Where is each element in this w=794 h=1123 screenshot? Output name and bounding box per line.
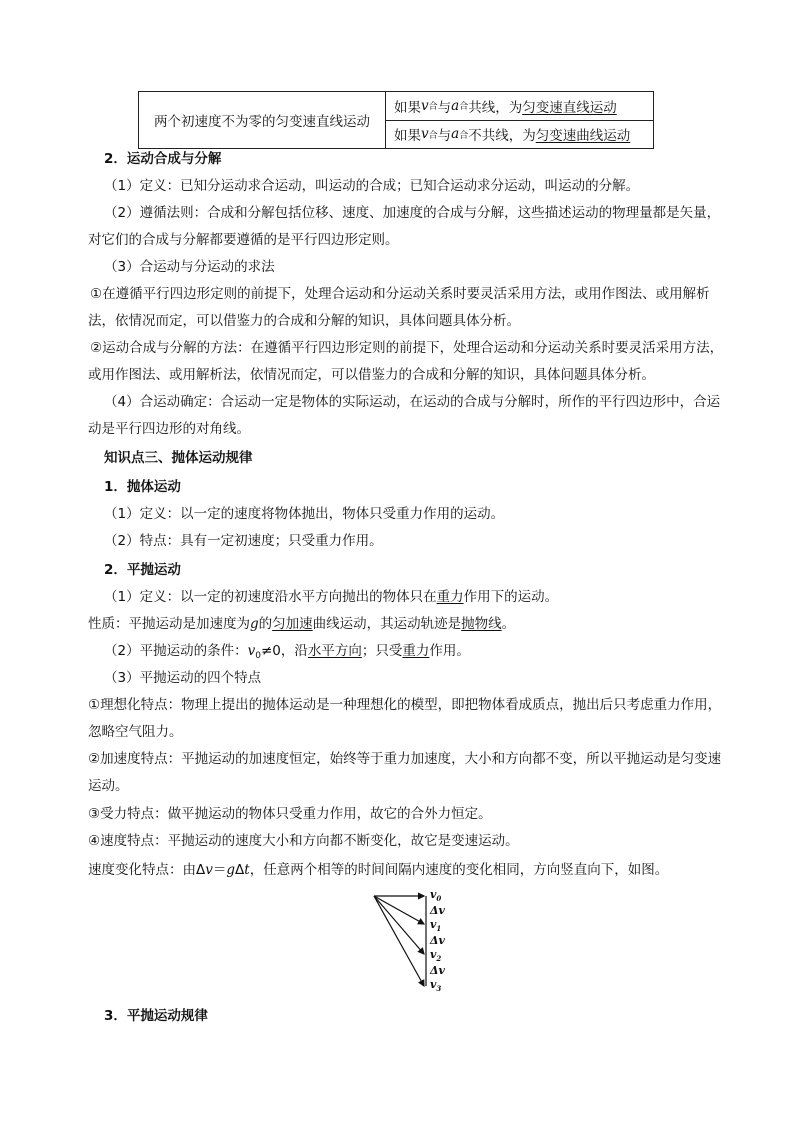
paragraph: （4）合运动确定：合运动一定是物体的实际运动，在运动的合成与分解时，所作的平行四边形中，合运动是平行四边形的对角线。 <box>88 394 721 437</box>
table-right-cell <box>386 92 653 148</box>
text: 作用下的运动。 <box>463 589 559 605</box>
knowledge-point-heading: 知识点三、抛体运动规律 <box>104 450 253 466</box>
text: 不共线，为 <box>468 128 536 145</box>
underlined-term: 重力 <box>402 643 430 659</box>
text: Δ <box>235 862 245 878</box>
paragraph: ②运动合成与分解的方法：在遵循平行四边形定则的前提下，处理合运动和分运动关系时要灵活采用方法，或用作图法、或用解析法，依情况而定，可以借鉴力的合成和分解的知识，具体问题具体分析。 <box>88 340 724 383</box>
subscript: 合 <box>428 130 438 141</box>
label-v3: $v_3$ <box>430 978 442 993</box>
paragraph: （2）遵循法则：合成和分解包括位移、速度、加速度的合成与分解，这些描述运动的物理量都是矢量，对它们的合成与分解都要遵循的是平行四边形定则。 <box>88 205 721 248</box>
paragraph <box>88 857 724 884</box>
text: 。 <box>501 616 516 632</box>
motion-type-table <box>138 91 654 149</box>
paragraph: ④速度特点：平抛运动的速度大小和方向都不断变化，故它是变速运动。 <box>88 833 519 849</box>
text: （2）平抛运动的条件： <box>104 643 248 659</box>
paragraph <box>88 611 724 638</box>
text: 如果 <box>394 99 421 116</box>
label-delta-v: Δv <box>430 964 445 977</box>
symbol-g: g <box>226 862 236 878</box>
paragraph <box>104 584 740 611</box>
text: 与 <box>437 99 452 116</box>
label-delta-v: Δv <box>430 904 445 917</box>
table-left-cell: 两个初速度不为零的匀变速直线运动 <box>139 92 386 148</box>
table-row-collinear <box>386 92 653 120</box>
symbol-v: v <box>247 643 256 659</box>
paragraph: ②加速度特点：平抛运动的加速度恒定，始终等于重力加速度，大小和方向都不变，所以平抛运动是匀变速运动。 <box>88 751 722 794</box>
label-v1: $v_1$ <box>430 918 442 933</box>
text: 与 <box>437 128 452 145</box>
section-heading: 3．平抛运动规律 <box>104 1008 208 1024</box>
section-heading: 1．抛体运动 <box>104 479 181 495</box>
label-delta-v: Δv <box>430 934 445 947</box>
symbol-t: t <box>244 862 250 878</box>
symbol-a: a <box>451 97 460 114</box>
velocity-change-diagram <box>368 888 458 998</box>
symbol-v: v <box>205 862 213 878</box>
table-row-noncollinear <box>386 120 653 149</box>
paragraph: （1）定义：已知分运动求合运动，叫运动的合成；已知合运动求分运动，叫运动的分解。 <box>104 178 640 194</box>
text: ＝ <box>212 862 227 878</box>
text: 共线，为 <box>468 99 523 116</box>
text: ，任意两个相等的时间间隔内速度的变化相同，方向竖直向下，如图。 <box>249 862 669 878</box>
paragraph: （3）合运动与分运动的求法 <box>104 259 275 275</box>
text: ；只受 <box>361 643 403 659</box>
section-heading: 2．运动合成与分解 <box>104 151 222 167</box>
symbol-g: g <box>250 616 259 632</box>
section-heading: 2．平抛运动 <box>104 562 181 578</box>
subscript: 合 <box>459 130 469 141</box>
text: ≠0，沿 <box>260 643 308 659</box>
underlined-term: 重力 <box>436 589 464 605</box>
underlined-term: 匀变速直线运动 <box>522 99 617 116</box>
text: 曲线运动，其运动轨迹是 <box>312 616 462 632</box>
underlined-term: 水平方向 <box>307 643 362 659</box>
subscript: 合 <box>428 102 438 113</box>
underlined-term: 抛物线 <box>461 616 502 632</box>
v2-arrow <box>374 896 424 954</box>
subscript: 0 <box>255 651 261 661</box>
text: 速度变化特点：由Δ <box>88 862 206 878</box>
paragraph: ①在遵循平行四边形定则的前提下，处理合运动和分运动关系时要灵活采用方法，或用作图法、或用解析法，依情况而定，可以借鉴力的合成和分解的知识，具体问题具体分析。 <box>88 286 710 329</box>
underlined-term: 匀加速 <box>272 616 313 632</box>
paragraph: ①理想化特点：物理上提出的抛体运动是一种理想化的模型，即把物体看成质点，抛出后只考虑重力作用，忽略空气阻力。 <box>88 697 722 740</box>
paragraph: ③受力特点：做平抛运动的物体只受重力作用，故它的合外力恒定。 <box>88 806 492 822</box>
text: 性质：平抛运动是加速度为 <box>88 616 250 632</box>
paragraph: （1）定义：以一定的速度将物体抛出，物体只受重力作用的运动。 <box>104 506 505 522</box>
underlined-term: 匀变速曲线运动 <box>535 128 631 145</box>
text: 作用。 <box>429 643 470 659</box>
paragraph: （3）平抛运动的四个特点 <box>104 670 262 686</box>
symbol-v: v <box>421 97 429 114</box>
label-v2: $v_2$ <box>430 948 442 963</box>
paragraph: （2）特点：具有一定初速度；只受重力作用。 <box>104 533 383 549</box>
subscript: 合 <box>459 102 469 113</box>
label-v0: $v_0$ <box>430 888 442 903</box>
text: （1）定义：以一定的初速度沿水平方向抛出的物体只在 <box>104 589 437 605</box>
symbol-v: v <box>421 126 429 143</box>
text: 的 <box>258 616 273 632</box>
text: 如果 <box>394 128 421 145</box>
symbol-a: a <box>451 126 460 143</box>
